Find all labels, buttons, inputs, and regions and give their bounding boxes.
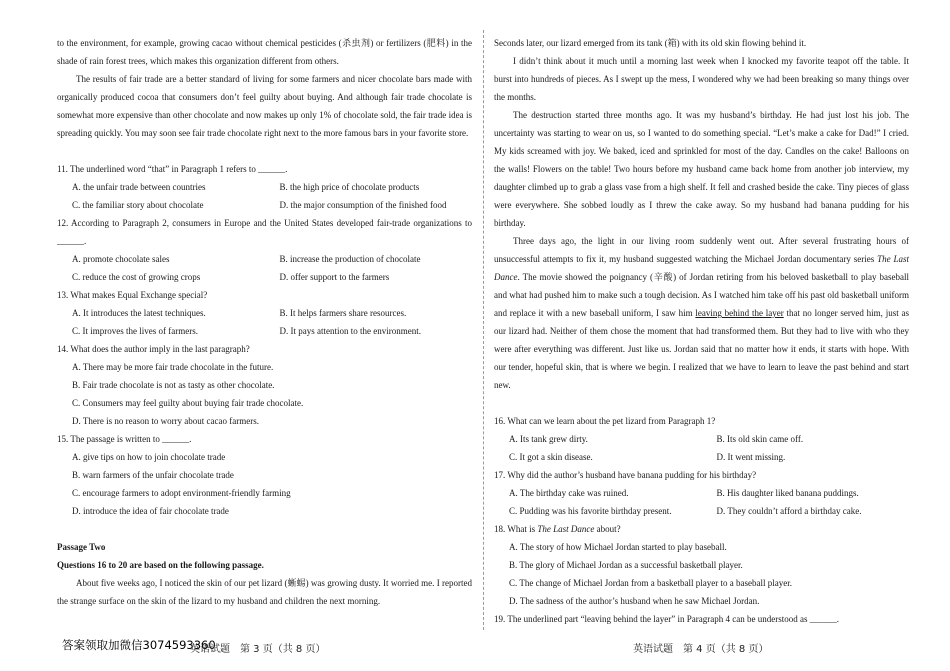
- option-b[interactable]: B. Its old skin came off.: [716, 434, 804, 444]
- option-c[interactable]: C. It got a skin disease.: [509, 452, 593, 462]
- page-footer-left: 英语试题 第 3 页（共 8 页）: [190, 644, 326, 655]
- option-d[interactable]: D. There is no reason to worry about cacao farmers.: [72, 416, 260, 426]
- question-18: [494, 520, 909, 610]
- question-17: [494, 466, 909, 520]
- option-b[interactable]: B. The glory of Michael Jordan as a successful basketball player.: [509, 560, 743, 570]
- option-d[interactable]: D. It pays attention to the environment.: [279, 326, 421, 336]
- option-c[interactable]: C. The change of Michael Jordan from a basketball player to a baseball player.: [509, 578, 792, 588]
- question-11: [57, 160, 472, 214]
- question-stem: 17. Why did the author’s husband have banana pudding for his birthday?: [494, 470, 757, 480]
- passage-instructions: Questions 16 to 20 are based on the following passage.: [57, 560, 264, 570]
- paragraph: I didn’t think about it much until a morning last week when I knocked my favorite teapot off the table. It burst into hundreds of pieces. As I swept up the mess, I wondered why we had been breaking so many things over the months.: [494, 56, 909, 102]
- option-c[interactable]: C. Consumers may feel guilty about buying fair trade chocolate.: [72, 398, 304, 408]
- question-19-stem: 19. The underlined part “leaving behind the layer” in Paragraph 4 can be understood as ______.: [494, 614, 839, 624]
- option-a[interactable]: A. There may be more fair trade chocolate in the future.: [72, 362, 274, 372]
- passage-title: Passage Two: [57, 542, 106, 552]
- option-a[interactable]: A. The birthday cake was ruined.: [509, 488, 629, 498]
- question-stem: 11. The underlined word “that” in Paragraph 1 refers to ______.: [57, 164, 288, 174]
- option-b[interactable]: B. Fair trade chocolate is not as tasty as other chocolate.: [72, 380, 275, 390]
- option-c[interactable]: C. Pudding was his favorite birthday present.: [509, 506, 672, 516]
- question-16: [494, 412, 909, 466]
- column-divider: [483, 30, 484, 630]
- option-b[interactable]: B. warn farmers of the unfair chocolate trade: [72, 470, 234, 480]
- option-a[interactable]: A. promote chocolate sales: [72, 254, 170, 264]
- question-stem: 13. What makes Equal Exchange special?: [57, 290, 208, 300]
- paragraph: Three days ago, the light in our living room suddenly went out. After several frustrating hours of unsuccessful attempts to fix it, my husband suggested watching the Michael Jordan documentary series The Last Dance. The movie showed the poignancy (辛酸) of Jordan retiring from his beloved basketball to play baseball and what had pushed him to make such a tough decision. As I watched him take off his past old basketball uniform and replace it with a new baseball uniform, I saw him leaving behind the layer that no longer served him, just as our lizard had. Neither of them chose the moment that had transformed them. But they had to live with who they were after everything was different. Just like us. Jordan said that no matter how it ends, it starts with hope. With our tender, hopeful skin, that is where we begin. I realized that we have to learn to leave the past behind and start new.: [494, 236, 909, 390]
- option-a[interactable]: A. The story of how Michael Jordan started to play baseball.: [509, 542, 727, 552]
- option-d[interactable]: D. offer support to the farmers: [279, 272, 390, 282]
- left-column: [57, 34, 472, 610]
- option-a[interactable]: A. Its tank grew dirty.: [509, 434, 588, 444]
- paragraph: The results of fair trade are a better standard of living for some farmers and nicer chocolate bars made with organically produced cocoa that consumers don’t feel guilty about buying. And although fair trade chocolate is somewhat more expensive than other chocolate and now makes up only 1% of chocolate sold, the fair trade idea is spreading quickly. You may soon see fair trade chocolate right next to the more famous bars in your favorite store.: [57, 74, 472, 138]
- question-stem: 18. What is The Last Dance about?: [494, 524, 621, 534]
- option-a[interactable]: A. give tips on how to join chocolate trade: [72, 452, 226, 462]
- option-a[interactable]: A. It introduces the latest techniques.: [72, 308, 206, 318]
- option-d[interactable]: D. introduce the idea of fair chocolate trade: [72, 506, 229, 516]
- question-stem: 12. According to Paragraph 2, consumers in Europe and the United States developed fair-trade organizations to ______.: [57, 218, 472, 246]
- watermark-text: 答案领取加微信3074593360: [62, 638, 216, 652]
- paragraph: Seconds later, our lizard emerged from its tank (箱) with its old skin flowing behind it.: [494, 38, 807, 48]
- question-14: [57, 340, 472, 430]
- option-d[interactable]: D. They couldn’t afford a birthday cake.: [716, 506, 862, 516]
- option-c[interactable]: C. It improves the lives of farmers.: [72, 326, 198, 336]
- option-b[interactable]: B. increase the production of chocolate: [279, 254, 421, 264]
- question-stem: 16. What can we learn about the pet lizard from Paragraph 1?: [494, 416, 716, 426]
- right-column: [494, 34, 909, 628]
- option-c[interactable]: C. encourage farmers to adopt environment-friendly farming: [72, 488, 291, 498]
- question-13: [57, 286, 472, 340]
- option-b[interactable]: B. His daughter liked banana puddings.: [716, 488, 859, 498]
- option-d[interactable]: D. The sadness of the author’s husband when he saw Michael Jordan.: [509, 596, 760, 606]
- option-d[interactable]: D. the major consumption of the finished food: [279, 200, 447, 210]
- option-b[interactable]: B. It helps farmers share resources.: [279, 308, 407, 318]
- option-b[interactable]: B. the high price of chocolate products: [279, 182, 420, 192]
- option-c[interactable]: C. the familiar story about chocolate: [72, 200, 204, 210]
- paragraph: About five weeks ago, I noticed the skin of our pet lizard (蜥蜴) was growing dusty. It worried me. I reported the strange surface on the skin of the lizard to my husband and children the next morning.: [57, 578, 472, 606]
- question-stem: 14. What does the author imply in the last paragraph?: [57, 344, 250, 354]
- question-15: [57, 430, 472, 520]
- option-c[interactable]: C. reduce the cost of growing crops: [72, 272, 201, 282]
- paragraph: The destruction started three months ago. It was my husband’s birthday. He had just lost his job. The uncertainty was starting to wear on us, so I wanted to do something special. “Let’s make a cake for Dad!” I cried. My kids screamed with joy. We baked, iced and sprinkled for most of the day. Candles on the cake! Balloons on the walls! Flowers on the table! Two hours before my husband came back home from another job interview, my daughter climbed up to grab a glass vase from a high shelf. It fell and crashed beside the cake. Tiny pieces of glass were everywhere. She sobbed loudly as I threw the cake away. So my husband had banana pudding for his birthday.: [494, 110, 909, 228]
- paragraph: to the environment, for example, growing cacao without chemical pesticides (杀虫剂) or fertilizers (肥料) in the shade of rain forest trees, which makes this organization different from others.: [57, 38, 472, 66]
- page-footer-right: 英语试题 第 4 页（共 8 页）: [633, 644, 769, 655]
- option-a[interactable]: A. the unfair trade between countries: [72, 182, 206, 192]
- option-d[interactable]: D. It went missing.: [716, 452, 786, 462]
- underlined-phrase: leaving behind the layer: [695, 308, 784, 318]
- question-stem: 15. The passage is written to ______.: [57, 434, 192, 444]
- documentary-title: The Last Dance: [494, 254, 909, 282]
- question-12: [57, 214, 472, 286]
